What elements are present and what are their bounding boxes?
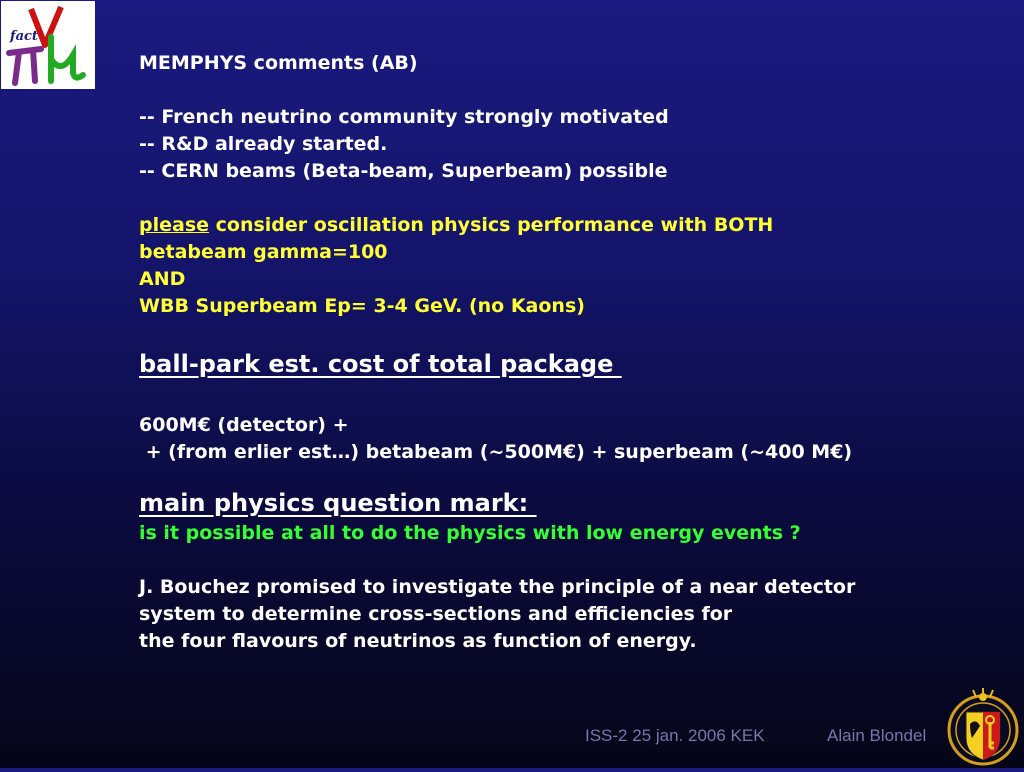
slide-title: MEMPHYS comments (AB) bbox=[139, 52, 418, 74]
request-line bbox=[139, 212, 999, 239]
bullet-line: -- French neutrino community strongly motivated bbox=[139, 106, 669, 128]
seal-graphic bbox=[946, 688, 1020, 768]
please-word: please bbox=[139, 214, 210, 236]
factnu-logo bbox=[1, 1, 95, 89]
request-line: betabeam gamma=100 bbox=[139, 241, 388, 263]
bullet-line: -- CERN beams (Beta-beam, Superbeam) possible bbox=[139, 160, 668, 182]
request-line: WBB Superbeam Ep= 3-4 GeV. (no Kaons) bbox=[139, 295, 585, 317]
request-text: consider oscillation physics performance with BOTH bbox=[209, 214, 774, 236]
closing-line: the four flavours of neutrinos as function of energy. bbox=[139, 630, 697, 652]
university-seal-logo bbox=[946, 688, 1020, 768]
cost-line: 600M€ (detector) + bbox=[139, 414, 349, 436]
closing-line: J. Bouchez promised to investigate the principle of a near detector bbox=[139, 576, 856, 598]
question-heading: main physics question mark: bbox=[139, 489, 537, 517]
footer-event: ISS-2 25 jan. 2006 KEK bbox=[585, 726, 765, 745]
footer-author: Alain Blondel bbox=[827, 726, 927, 745]
logo-graphic bbox=[1, 1, 95, 89]
cost-line: + (from erlier est…) betabeam (~500M€) + superbeam (~400 M€) bbox=[139, 441, 853, 463]
request-line: AND bbox=[139, 268, 186, 290]
cost-heading: ball-park est. cost of total package bbox=[139, 350, 622, 378]
slide-content bbox=[139, 50, 999, 655]
logo-word: fact bbox=[10, 29, 38, 44]
bullet-line: -- R&D already started. bbox=[139, 133, 388, 155]
question-text: is it possible at all to do the physics with low energy events ? bbox=[139, 522, 801, 544]
closing-line: system to determine cross-sections and efficiencies for bbox=[139, 603, 733, 625]
